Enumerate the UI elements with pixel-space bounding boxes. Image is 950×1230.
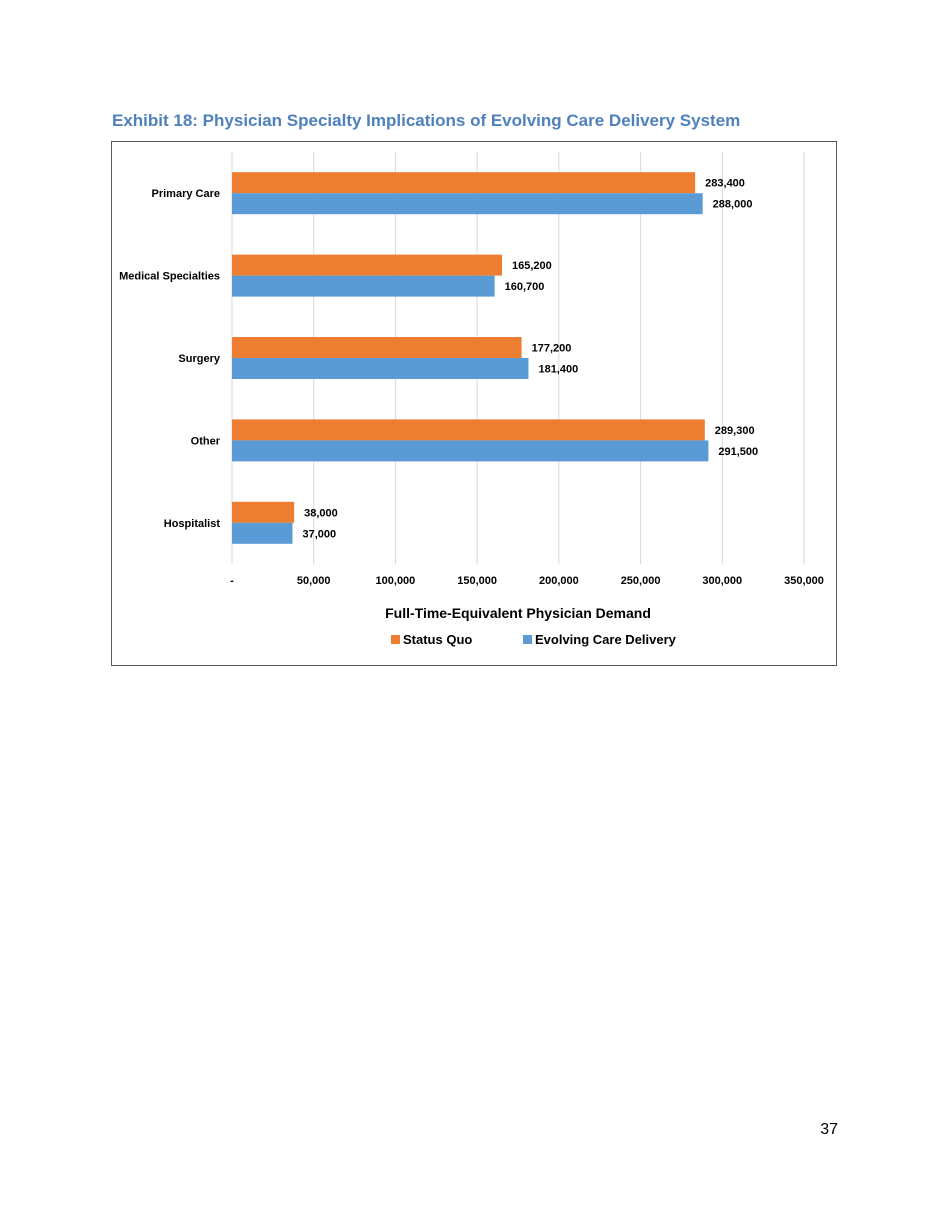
- bar: [232, 255, 502, 276]
- data-label: 181,400: [538, 363, 579, 376]
- data-label: 165,200: [511, 260, 552, 273]
- legend-swatch: [523, 635, 532, 644]
- bar: [232, 502, 294, 523]
- data-label: 283,400: [705, 177, 745, 190]
- category-label: Hospitalist: [163, 517, 220, 530]
- x-tick-label: 150,000: [457, 575, 498, 587]
- data-label: 288,000: [712, 198, 753, 211]
- chart-frame: [111, 141, 837, 666]
- x-tick-label: 300,000: [702, 575, 743, 587]
- exhibit-title: Exhibit 18: Physician Specialty Implications of Evolving Care Delivery System: [112, 111, 741, 130]
- x-axis-title: Full-Time-Equivalent Physician Demand: [385, 605, 651, 621]
- bar-chart: [112, 142, 836, 665]
- bar: [232, 419, 705, 440]
- bar: [232, 358, 528, 379]
- data-label: 291,500: [718, 445, 759, 458]
- data-label: 160,700: [504, 281, 545, 294]
- bar: [232, 337, 522, 358]
- x-tick-label: 200,000: [538, 575, 579, 587]
- category-label: Primary Care: [151, 188, 220, 201]
- data-label: 37,000: [302, 528, 337, 541]
- x-tick-label: 50,000: [296, 575, 331, 587]
- data-label: 177,200: [531, 342, 572, 355]
- legend-label: Evolving Care Delivery: [535, 632, 676, 647]
- x-tick-label: 100,000: [375, 575, 416, 587]
- data-label: 289,300: [714, 424, 755, 437]
- bar: [232, 172, 695, 193]
- legend-label: Status Quo: [403, 632, 473, 647]
- category-label: Medical Specialties: [119, 270, 220, 283]
- category-label: Other: [190, 435, 220, 448]
- bar: [232, 440, 708, 461]
- legend-swatch: [391, 635, 400, 644]
- page-number: 37: [820, 1121, 838, 1138]
- bar: [232, 276, 495, 297]
- bar: [232, 523, 292, 544]
- x-tick-label: 350,000: [784, 575, 824, 587]
- x-tick-label: 250,000: [620, 575, 661, 587]
- data-label: 38,000: [304, 507, 338, 520]
- category-label: Surgery: [178, 353, 220, 365]
- x-tick-label: -: [230, 575, 234, 587]
- bar: [232, 193, 703, 214]
